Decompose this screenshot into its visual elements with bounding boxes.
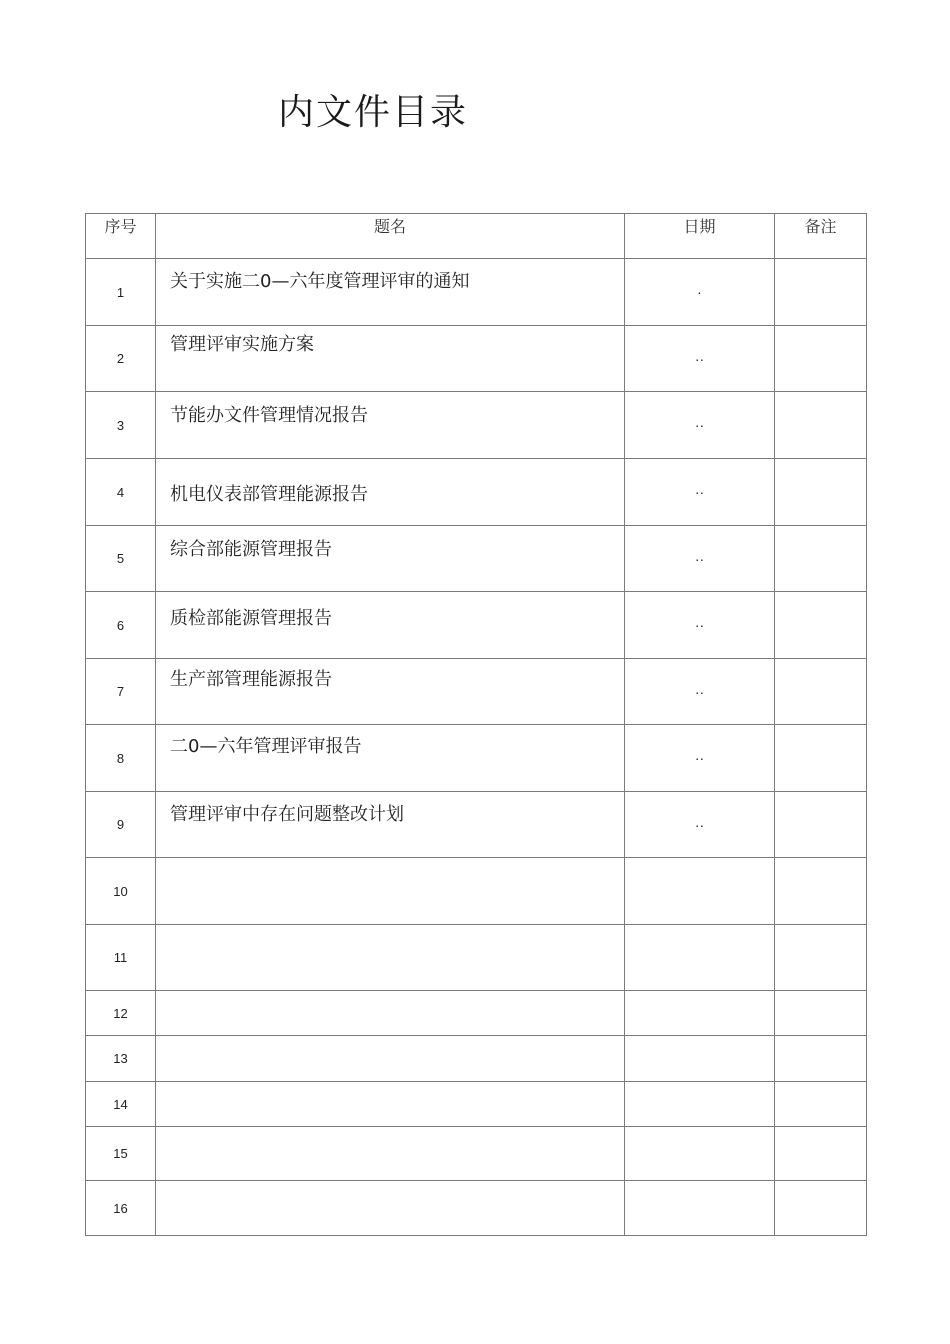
row-remark — [775, 326, 867, 392]
table-row — [86, 858, 867, 925]
row-remark — [775, 858, 867, 925]
row-title — [156, 1127, 625, 1181]
row-remark — [775, 1127, 867, 1181]
table-row — [86, 1082, 867, 1127]
row-remark — [775, 725, 867, 792]
row-date: ·· — [625, 326, 775, 392]
row-date: ·· — [625, 526, 775, 592]
row-date: ·· — [625, 792, 775, 858]
row-serial-number: 5 — [86, 526, 156, 592]
row-date: ·· — [625, 725, 775, 792]
row-remark — [775, 925, 867, 991]
row-remark — [775, 259, 867, 326]
header-title: 题名 — [156, 214, 625, 259]
row-date — [625, 1127, 775, 1181]
row-date: · — [625, 259, 775, 326]
row-serial-number: 11 — [86, 925, 156, 991]
row-date — [625, 1082, 775, 1127]
table-header-row — [86, 214, 867, 259]
table-row — [86, 725, 867, 792]
table-row — [86, 925, 867, 991]
row-serial-number: 14 — [86, 1082, 156, 1127]
row-remark — [775, 1082, 867, 1127]
table-row — [86, 792, 867, 858]
row-title: 二0—六年管理评审报告 — [156, 725, 625, 792]
row-date — [625, 925, 775, 991]
header-date: 日期 — [625, 214, 775, 259]
row-title — [156, 1036, 625, 1082]
row-date: ·· — [625, 459, 775, 526]
row-remark — [775, 991, 867, 1036]
row-title: 节能办文件管理情况报告 — [156, 392, 625, 459]
table-row — [86, 592, 867, 659]
table-row — [86, 1127, 867, 1181]
row-serial-number: 7 — [86, 659, 156, 725]
row-remark — [775, 792, 867, 858]
row-title: 关于实施二0—六年度管理评审的通知 — [156, 259, 625, 326]
row-remark — [775, 459, 867, 526]
table-row — [86, 326, 867, 392]
row-title — [156, 858, 625, 925]
table-row — [86, 1036, 867, 1082]
table-row — [86, 526, 867, 592]
header-serial-number: 序号 — [86, 214, 156, 259]
table-row — [86, 392, 867, 459]
row-title: 生产部管理能源报告 — [156, 659, 625, 725]
row-remark — [775, 1181, 867, 1236]
row-serial-number: 2 — [86, 326, 156, 392]
table-row — [86, 259, 867, 326]
row-title — [156, 991, 625, 1036]
row-remark — [775, 392, 867, 459]
row-remark — [775, 592, 867, 659]
row-serial-number: 13 — [86, 1036, 156, 1082]
document-catalog-table — [85, 213, 867, 1236]
row-serial-number: 16 — [86, 1181, 156, 1236]
row-title — [156, 1082, 625, 1127]
row-title: 质检部能源管理报告 — [156, 592, 625, 659]
row-title: 管理评审中存在问题整改计划 — [156, 792, 625, 858]
row-serial-number: 6 — [86, 592, 156, 659]
row-date — [625, 1181, 775, 1236]
table-row — [86, 459, 867, 526]
row-title: 综合部能源管理报告 — [156, 526, 625, 592]
row-serial-number: 3 — [86, 392, 156, 459]
row-date: ·· — [625, 592, 775, 659]
row-date — [625, 1036, 775, 1082]
row-title: 管理评审实施方案 — [156, 326, 625, 392]
row-remark — [775, 526, 867, 592]
table-row — [86, 659, 867, 725]
row-title: 机电仪表部管理能源报告 — [156, 459, 625, 526]
row-date: ·· — [625, 659, 775, 725]
row-serial-number: 4 — [86, 459, 156, 526]
row-serial-number: 10 — [86, 858, 156, 925]
table-row — [86, 991, 867, 1036]
header-remark: 备注 — [775, 214, 867, 259]
row-remark — [775, 1036, 867, 1082]
page-title: 内文件目录 — [278, 92, 469, 133]
row-serial-number: 8 — [86, 725, 156, 792]
table-row — [86, 1181, 867, 1236]
row-date — [625, 858, 775, 925]
row-date — [625, 991, 775, 1036]
row-serial-number: 9 — [86, 792, 156, 858]
row-serial-number: 12 — [86, 991, 156, 1036]
row-serial-number: 15 — [86, 1127, 156, 1181]
row-remark — [775, 659, 867, 725]
row-serial-number: 1 — [86, 259, 156, 326]
row-date: ·· — [625, 392, 775, 459]
row-title — [156, 1181, 625, 1236]
row-title — [156, 925, 625, 991]
